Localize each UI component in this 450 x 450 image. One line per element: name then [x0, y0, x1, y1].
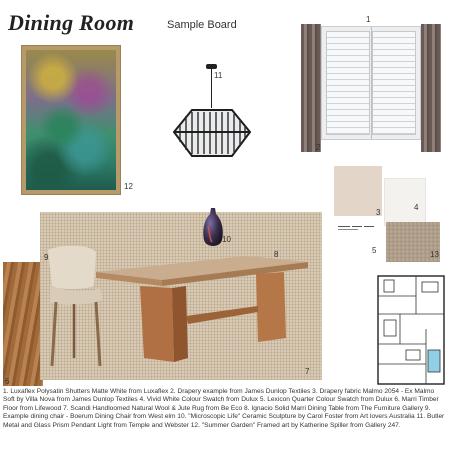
lexicon-quarter-swatch [334, 166, 382, 216]
board-title: Dining Room [8, 10, 135, 35]
label-6: 6 [5, 377, 10, 386]
label-10: 10 [222, 235, 231, 244]
shutter-panel-right [372, 31, 416, 135]
label-9: 9 [44, 253, 49, 262]
label-3: 3 [376, 208, 381, 217]
framed-art-icon [26, 50, 116, 190]
label-12: 12 [124, 182, 133, 191]
timber-floor-sample [3, 262, 43, 386]
drapery-right [421, 24, 441, 152]
dining-table-icon [96, 246, 308, 364]
product-caption: 1. Luxaflex Polysatin Shutters Matte White from Luxaflex 2. Drapery example from James Dunlop Textiles 3. Drapery fabric Malmo 2054 - Ex Malmo Soft by Villa Nova from James Dunlop Textiles 4. Vivid White Colour Swatch from Dulux 5. Lexicon Quarter Colour Swatch from Dulux 6. Marri Timber Floor from Lifewood 7. Scandi Handloomed Natural Wool & Jute Rug from Be Eco 8. Ignacio Solid Marri Dining Table from The Furniture Gallery 9. Example dining chair - Boerum Dining Chair from West elm 10. "Microscopic Life" Ceramic Sculpture by Carol Foster from Art lovers Australia 11. Butler Metal and Glass Prism Pendant Light from Temple and Webster 12. "Summer Garden" Framed art by Katherine Spiller from Gallery 247. [3, 388, 445, 429]
vivid-white-swatch [384, 178, 426, 226]
label-5: 5 [372, 246, 377, 255]
label-11: 11 [214, 71, 223, 80]
pendant-cord [211, 64, 212, 108]
drapery-left [301, 24, 321, 152]
board-subtitle: Sample Board [167, 19, 237, 31]
label-7: 7 [305, 367, 310, 376]
framed-art-image [22, 46, 120, 194]
shutter-window-icon [321, 26, 421, 140]
dining-chair-icon [40, 244, 114, 372]
swatch-brand-mark [338, 222, 376, 234]
label-1: 1 [366, 15, 371, 24]
label-8: 8 [274, 250, 279, 259]
shutter-panel-left [326, 31, 370, 135]
label-2: 2 [316, 143, 321, 152]
floor-plan-icon [376, 274, 446, 386]
label-4: 4 [414, 203, 419, 212]
pendant-light-icon [170, 106, 254, 166]
label-13: 13 [430, 250, 439, 259]
